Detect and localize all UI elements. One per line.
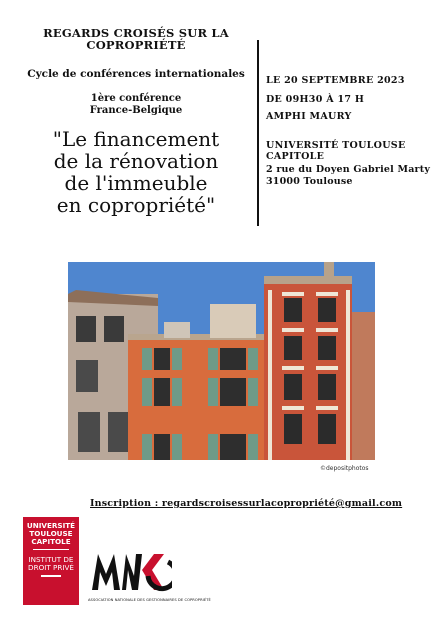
event-room: AMPHI MAURY (266, 111, 352, 122)
angc-tagline: ASSOCIATION NATIONALE DES GESTIONNAIRES DE COPROPRIÉTÉ (88, 598, 211, 602)
universite-toulouse-capitole-logo: UNIVERSITÉ TOULOUSE CAPITOLE INSTITUT DE DROIT PRIVÉ (23, 517, 79, 605)
event-date: LE 20 SEPTEMBRE 2023 (266, 75, 405, 86)
building-photo (68, 262, 375, 460)
event-time: DE 09H30 À 17 H (266, 94, 365, 105)
registration-email[interactable]: Inscription : regardscroisessurlacopropriété@gmail.com (90, 498, 403, 509)
photo-credit: ©depositphotos (320, 465, 369, 472)
conference-label: 1ère conférence France-Belgique (89, 93, 183, 116)
event-series-title: REGARDS CROISÉS SUR LA COPROPRIÉTÉ (43, 26, 229, 52)
angc-logo (90, 540, 172, 602)
cycle-label: Cycle de conférences internationales (27, 68, 245, 80)
venue-address: 2 rue du Doyen Gabriel Marty 31000 Toulouse (266, 164, 431, 187)
divider-line (257, 40, 259, 226)
venue-name: UNIVERSITÉ TOULOUSE CAPITOLE (266, 140, 406, 162)
conference-headline: "Le financement de la rénovation de l'immeuble en copropriété" (52, 127, 220, 217)
